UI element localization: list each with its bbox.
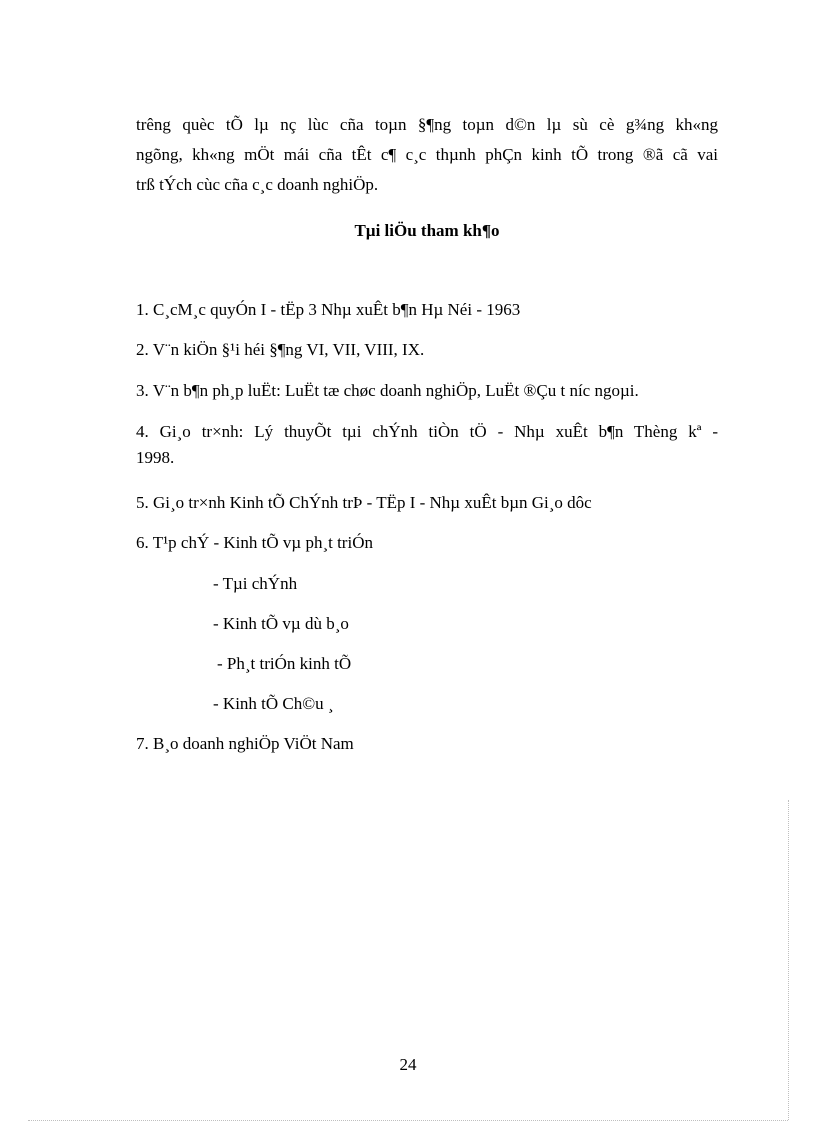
reference-item-2: 2. V¨n kiÖn §¹i héi §¶ng VI, VII, VIII, IX. [136, 340, 425, 359]
reference-6-subitem: - Kinh tÕ Ch©u ¸ [213, 694, 334, 713]
reference-6-subitem: - Ph¸t triÓn kinh tÕ [217, 654, 352, 673]
body-line-3: trß tÝch cùc cña c¸c doanh nghiÖp. [136, 175, 379, 194]
reference-item-6: 6. T¹p chÝ - Kinh tÕ vµ ph¸t triÓn [136, 533, 373, 552]
body-line-2: ngõng, kh«ng mÖt mái cña tÊt c¶ c¸c thµnh phÇn kinh tÕ trong ®ã cã vai [136, 145, 718, 164]
page-border-bottom [28, 1120, 788, 1121]
body-line-1: trêng quèc tÕ lµ nç lùc cña toµn §¶ng toµn d©n lµ sù cè g¾ng kh«ng [136, 115, 718, 134]
reference-item-4 [136, 420, 718, 470]
reference-item-7: 7. B¸o doanh nghiÖp ViÖt Nam [136, 734, 354, 753]
references-heading: Tµi liÖu tham kh¶o [354, 221, 500, 240]
reference-item-5: 5. Gi¸o tr×nh Kinh tÕ ChÝnh trÞ - TËp I - Nhµ xuÊt bµn Gi¸o dôc [136, 493, 592, 512]
reference-item-4-line-1: 4. Gi¸o tr×nh: Lý thuyÕt tµi chÝnh tiÒn tÖ - Nhµ xuÊt b¶n Thèng kª - [136, 422, 718, 441]
reference-item-1: 1. C¸cM¸c quyÓn I - tËp 3 Nhµ xuÊt b¶n Hµ Néi - 1963 [136, 300, 521, 319]
reference-6-subitem: - Tµi chÝnh [213, 574, 298, 593]
reference-item-4-line-2: 1998. [136, 448, 175, 467]
page-number: 24 [399, 1055, 417, 1074]
body-paragraph [136, 110, 718, 200]
reference-6-subitem: - Kinh tÕ vµ dù b¸o [213, 614, 349, 633]
reference-item-3: 3. V¨n b¶n ph¸p luËt: LuËt tæ chøc doanh nghiÖp, LuËt ®Çu t níc ngoµi. [136, 381, 639, 400]
page-border-right [788, 800, 789, 1120]
